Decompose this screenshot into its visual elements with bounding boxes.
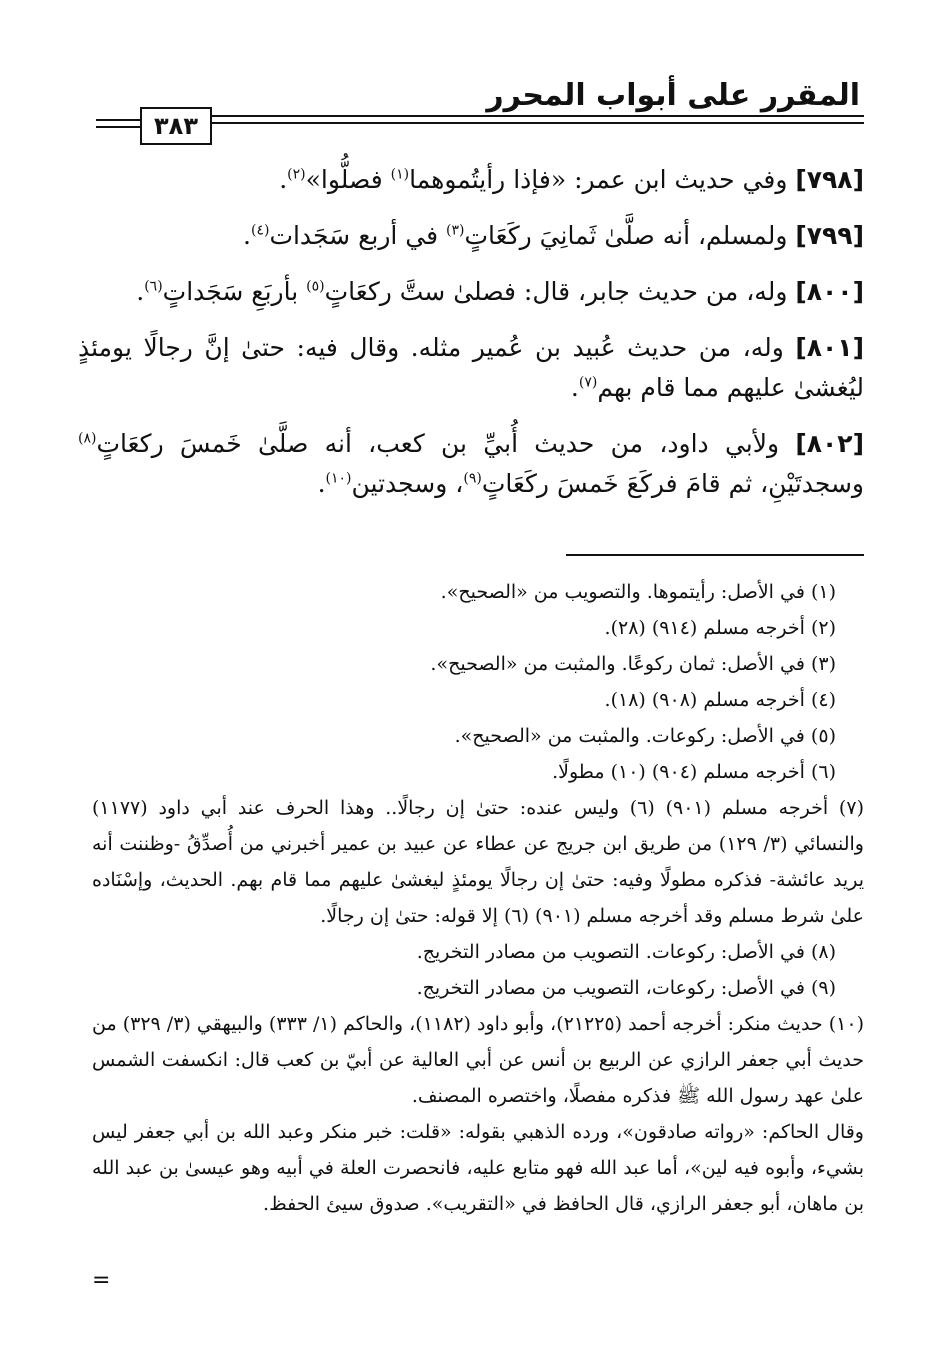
hadith-number: [٨٠٢] [795, 429, 864, 458]
footnote-10-continued: وقال الحاكم: «رواته صادقون»، ورده الذهبي بقوله: «قلت: خبر منكر وعبد الله بن أبي جعفر ليس بشيء، وأبوه فيه لين»، أما عبد الله فهو متابع عليه، فانحصرت العلة في أبيه وهو عيسىٰ بن عبد الله بن ماهان، أبو جعفر الرازي، قال الحافظ في «التقريب». صدوق سيئ الحفظ. [92, 1121, 864, 1215]
footnote-9: (٩) في الأصل: ركوعات، التصويب من مصادر التخريج. [416, 977, 836, 999]
hadith-800: [٨٠٠] وله، من حديث جابر، قال: فصلىٰ ستَّ ركعَاتٍ$^{(٥)}$ بأربَعِ سَجَداتٍ$^{(٦)}$. [136, 277, 864, 306]
hadith-number: [٧٩٩] [795, 221, 864, 250]
hadith-801: [٨٠١] وله، من حديث عُبيد بن عُمير مثله. وقال فيه: حتىٰ إنَّ رجالًا يومئذٍ ليُغشىٰ عليهم مما قام بهم$^{(٧)}$. [78, 333, 864, 402]
footnote-8: (٨) في الأصل: ركوعات. التصويب من مصادر التخريج. [416, 941, 836, 963]
footnote-ref: (٨) [78, 430, 97, 447]
hadith-number: [٨٠١] [795, 333, 864, 362]
footnote-ref: (٦) [144, 278, 163, 295]
footnote-4: (٤) أخرجه مسلم (٩٠٨) (١٨). [604, 689, 836, 711]
hadith-799: [٧٩٩] ولمسلم، أنه صلَّىٰ ثَمانِيَ ركَعَاتٍ$^{(٣)}$ في أربع سَجَدات$^{(٤)}$. [243, 221, 864, 250]
header-rule-left [96, 119, 144, 121]
footnote-3: (٣) في الأصل: ثمان ركوعًا. والمثبت من «الصحيح». [430, 653, 836, 675]
hadith-number: [٧٩٨] [795, 165, 864, 194]
footnote-7: (٧) أخرجه مسلم (٩٠١) (٦) وليس عنده: حتىٰ إن رجالًا.. وهذا الحرف عند أبي داود (١١٧٧) والنسائي (٣/ ١٢٩) من طريق ابن جريج عن عطاء عن عبيد بن عمير أخبرني من أُصدِّقُ -وظننت أنه يريد عائشة- فذكره مطولًا وفيه: حتىٰ إن رجالًا يومئذٍ ليغشىٰ عليهم مما قام بهم. الحديث، وإسْنَاده علىٰ شرط مسلم وقد أخرجه مسلم (٩٠١) (٦) إلا قوله: حتىٰ إن رجالًا. [92, 797, 864, 927]
footnote-6: (٦) أخرجه مسلم (٩٠٤) (١٠) مطولًا. [552, 761, 836, 783]
footnote-separator [566, 554, 864, 556]
footnote-ref: (٢) [287, 166, 306, 183]
hadith-number: [٨٠٠] [795, 277, 864, 306]
running-header-title: المقرر على أبواب المحرر [486, 78, 860, 113]
footnote-ref: (٩) [463, 470, 482, 487]
footnote-ref: (٧) [578, 374, 598, 391]
continuation-mark: = [92, 1268, 111, 1293]
header-rule-left-lower [96, 126, 144, 128]
footnote-1: (١) في الأصل: رأيتموها. والتصويب من «الصحيح». [440, 581, 836, 603]
header-rule-right-lower [210, 122, 864, 124]
footnote-2: (٢) أخرجه مسلم (٩١٤) (٢٨). [604, 617, 836, 639]
main-text [78, 160, 864, 520]
footnote-ref: (٥) [306, 278, 325, 295]
footnote-10: (١٠) حديث منكر: أخرجه أحمد (٢١٢٢٥)، وأبو داود (١١٨٢)، والحاكم (١/ ٣٣٣) والبيهقي (٣/ ٣٢٩) من حديث أبي جعفر الرازي عن الربيع بن أنس عن أبي العالية عن أبيّ بن كعب قال: انكسفت الشمس علىٰ عهد رسول الله ﷺ فذكره مفصلًا، واختصره المصنف. [92, 1013, 864, 1107]
hadith-802: [٨٠٢] ولأبي داود، من حديث أُبيِّ بن كعب، أنه صلَّىٰ خَمسَ ركعَاتٍ$^{(٨)}$ وسجدتَيْنِ، ثم قامَ فركَعَ خَمسَ ركَعَاتٍ$^{(٩)}$، وسجدتين$^{(١٠)}$. [78, 429, 864, 498]
hadith-798: [٧٩٨] وفي حديث ابن عمر: «فإذا رأيتُموهما$^{(١)}$ فصلُّوا»$^{(٢)}$. [279, 165, 864, 194]
footnotes [92, 574, 864, 1222]
footnote-ref: (٤) [250, 222, 270, 239]
footnote-ref: (٣) [446, 222, 465, 239]
footnote-ref: (١٠) [325, 470, 352, 487]
footnote-ref: (١) [390, 166, 410, 183]
page-number: ٣٨٣ [140, 107, 212, 145]
footnote-5: (٥) في الأصل: ركوعات. والمثبت من «الصحيح». [454, 725, 836, 747]
header-rule-right [210, 115, 864, 117]
